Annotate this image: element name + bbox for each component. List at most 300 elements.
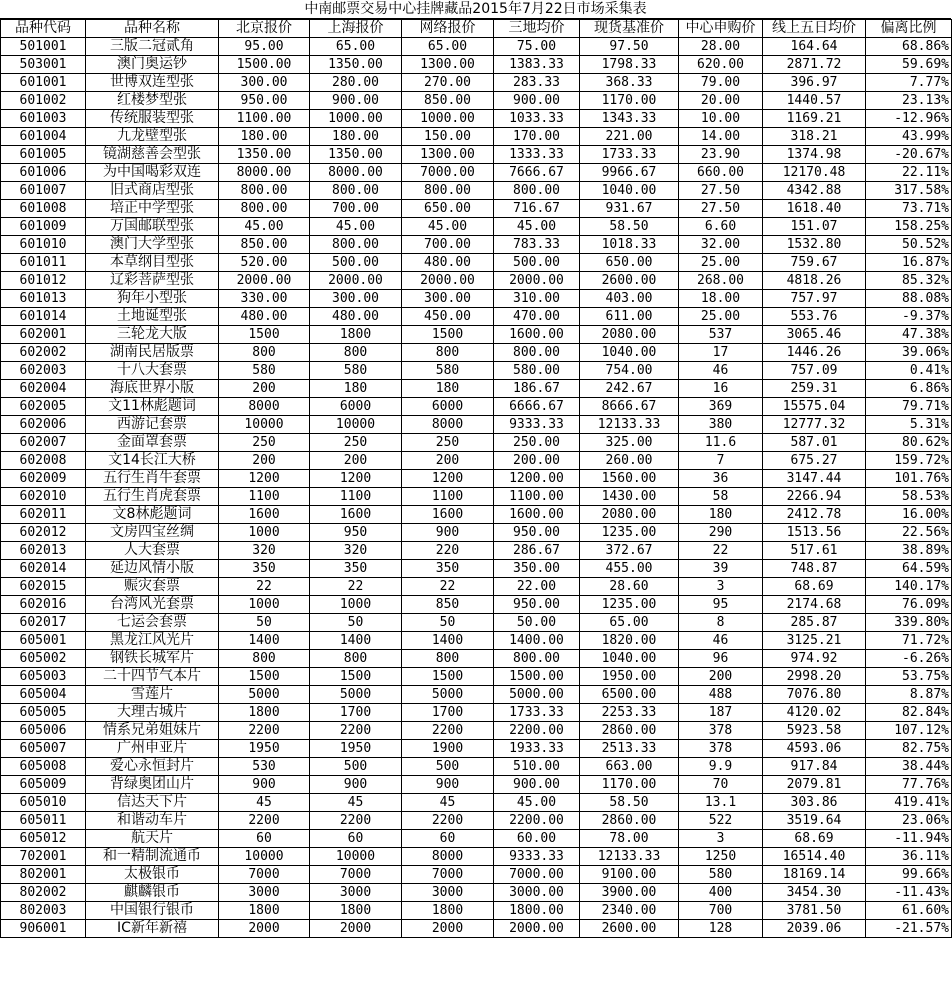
cell-three-avg: 2000.00: [494, 920, 580, 938]
cell-code: 602011: [1, 506, 86, 524]
cell-deviation: 71.72%: [866, 632, 952, 650]
cell-center-price: 25.00: [679, 308, 763, 326]
cell-name: 钢铁长城军片: [86, 650, 219, 668]
table-row: [1, 758, 952, 776]
table-row: [1, 326, 952, 344]
cell-5day-avg: 1374.98: [763, 146, 866, 164]
cell-shanghai: 350: [310, 560, 402, 578]
cell-online: 8000: [402, 416, 494, 434]
cell-deviation: 58.53%: [866, 488, 952, 506]
cell-beijing: 1800: [219, 704, 310, 722]
cell-5day-avg: 2174.68: [763, 596, 866, 614]
cell-center-price: 200: [679, 668, 763, 686]
cell-spot-base: 97.50: [580, 38, 679, 56]
cell-online: 200: [402, 452, 494, 470]
cell-three-avg: 510.00: [494, 758, 580, 776]
cell-online: 800: [402, 650, 494, 668]
cell-code: 602013: [1, 542, 86, 560]
cell-code: 501001: [1, 38, 86, 56]
cell-center-price: 39: [679, 560, 763, 578]
cell-center-price: 7: [679, 452, 763, 470]
cell-name: 太极银币: [86, 866, 219, 884]
col-header-beijing: 北京报价: [219, 20, 310, 38]
cell-center-price: 58: [679, 488, 763, 506]
cell-deviation: 16.00%: [866, 506, 952, 524]
cell-three-avg: 1333.33: [494, 146, 580, 164]
cell-5day-avg: 1532.80: [763, 236, 866, 254]
cell-three-avg: 5000.00: [494, 686, 580, 704]
table-row: [1, 74, 952, 92]
table-row: [1, 902, 952, 920]
cell-5day-avg: 675.27: [763, 452, 866, 470]
cell-center-price: 3: [679, 578, 763, 596]
cell-three-avg: 6666.67: [494, 398, 580, 416]
cell-three-avg: 900.00: [494, 776, 580, 794]
cell-code: 602006: [1, 416, 86, 434]
cell-spot-base: 9100.00: [580, 866, 679, 884]
table-row: [1, 452, 952, 470]
cell-beijing: 320: [219, 542, 310, 560]
cell-shanghai: 1000.00: [310, 110, 402, 128]
cell-code: 602017: [1, 614, 86, 632]
cell-5day-avg: 2412.78: [763, 506, 866, 524]
cell-deviation: 22.56%: [866, 524, 952, 542]
cell-name: 澳门奥运钞: [86, 56, 219, 74]
cell-spot-base: 611.00: [580, 308, 679, 326]
cell-code: 601001: [1, 74, 86, 92]
cell-code: 601004: [1, 128, 86, 146]
cell-beijing: 800: [219, 650, 310, 668]
cell-spot-base: 663.00: [580, 758, 679, 776]
table-row: [1, 146, 952, 164]
cell-three-avg: 50.00: [494, 614, 580, 632]
cell-online: 7000.00: [402, 164, 494, 182]
table-row: [1, 848, 952, 866]
table-row: [1, 38, 952, 56]
cell-code: 602014: [1, 560, 86, 578]
cell-beijing: 850.00: [219, 236, 310, 254]
cell-center-price: 522: [679, 812, 763, 830]
cell-beijing: 1000: [219, 524, 310, 542]
cell-code: 802002: [1, 884, 86, 902]
cell-center-price: 27.50: [679, 200, 763, 218]
cell-center-price: 488: [679, 686, 763, 704]
cell-spot-base: 260.00: [580, 452, 679, 470]
cell-spot-base: 2600.00: [580, 920, 679, 938]
cell-name: 二十四节气本片: [86, 668, 219, 686]
cell-code: 601014: [1, 308, 86, 326]
cell-5day-avg: 517.61: [763, 542, 866, 560]
cell-shanghai: 1800: [310, 326, 402, 344]
cell-three-avg: 1033.33: [494, 110, 580, 128]
cell-online: 900: [402, 776, 494, 794]
cell-5day-avg: 285.87: [763, 614, 866, 632]
cell-beijing: 95.00: [219, 38, 310, 56]
cell-deviation: -9.37%: [866, 308, 952, 326]
cell-center-price: 36: [679, 470, 763, 488]
cell-spot-base: 242.67: [580, 380, 679, 398]
cell-online: 1700: [402, 704, 494, 722]
cell-code: 602001: [1, 326, 86, 344]
table-row: [1, 290, 952, 308]
cell-deviation: 339.80%: [866, 614, 952, 632]
cell-5day-avg: 917.84: [763, 758, 866, 776]
cell-beijing: 2200: [219, 722, 310, 740]
cell-deviation: -11.94%: [866, 830, 952, 848]
table-row: [1, 812, 952, 830]
cell-shanghai: 1600: [310, 506, 402, 524]
cell-center-price: 187: [679, 704, 763, 722]
cell-deviation: 101.76%: [866, 470, 952, 488]
cell-center-price: 400: [679, 884, 763, 902]
cell-code: 601012: [1, 272, 86, 290]
cell-5day-avg: 68.69: [763, 830, 866, 848]
cell-beijing: 1000: [219, 596, 310, 614]
cell-center-price: 369: [679, 398, 763, 416]
cell-spot-base: 1950.00: [580, 668, 679, 686]
cell-beijing: 1200: [219, 470, 310, 488]
cell-online: 60: [402, 830, 494, 848]
cell-name: 培正中学型张: [86, 200, 219, 218]
cell-online: 800.00: [402, 182, 494, 200]
cell-name: 金面罩套票: [86, 434, 219, 452]
cell-online: 3000: [402, 884, 494, 902]
cell-5day-avg: 18169.14: [763, 866, 866, 884]
cell-shanghai: 1950: [310, 740, 402, 758]
cell-name: 澳门大学型张: [86, 236, 219, 254]
cell-deviation: -6.26%: [866, 650, 952, 668]
header-row: [1, 20, 952, 38]
cell-5day-avg: 396.97: [763, 74, 866, 92]
cell-5day-avg: 3125.21: [763, 632, 866, 650]
cell-deviation: 68.86%: [866, 38, 952, 56]
cell-spot-base: 2860.00: [580, 812, 679, 830]
cell-5day-avg: 2266.94: [763, 488, 866, 506]
cell-center-price: 46: [679, 362, 763, 380]
cell-shanghai: 900.00: [310, 92, 402, 110]
cell-shanghai: 800.00: [310, 236, 402, 254]
cell-code: 601010: [1, 236, 86, 254]
cell-online: 1300.00: [402, 56, 494, 74]
cell-center-price: 13.1: [679, 794, 763, 812]
cell-three-avg: 1200.00: [494, 470, 580, 488]
cell-5day-avg: 2039.06: [763, 920, 866, 938]
cell-shanghai: 2200: [310, 812, 402, 830]
cell-code: 602008: [1, 452, 86, 470]
cell-three-avg: 800.00: [494, 182, 580, 200]
cell-5day-avg: 4342.88: [763, 182, 866, 200]
col-header-spot-base: 现货基准价: [580, 20, 679, 38]
cell-spot-base: 403.00: [580, 290, 679, 308]
cell-code: 605006: [1, 722, 86, 740]
cell-5day-avg: 759.67: [763, 254, 866, 272]
cell-5day-avg: 1169.21: [763, 110, 866, 128]
cell-beijing: 1800: [219, 902, 310, 920]
cell-5day-avg: 2079.81: [763, 776, 866, 794]
cell-spot-base: 58.50: [580, 794, 679, 812]
cell-spot-base: 368.33: [580, 74, 679, 92]
cell-spot-base: 78.00: [580, 830, 679, 848]
cell-spot-base: 2600.00: [580, 272, 679, 290]
cell-center-price: 580: [679, 866, 763, 884]
cell-5day-avg: 1513.56: [763, 524, 866, 542]
cell-code: 906001: [1, 920, 86, 938]
cell-deviation: 99.66%: [866, 866, 952, 884]
cell-center-price: 268.00: [679, 272, 763, 290]
cell-spot-base: 58.50: [580, 218, 679, 236]
cell-name: 海底世界小版: [86, 380, 219, 398]
cell-shanghai: 1000: [310, 596, 402, 614]
cell-deviation: 82.75%: [866, 740, 952, 758]
cell-deviation: -20.67%: [866, 146, 952, 164]
cell-shanghai: 1800: [310, 902, 402, 920]
cell-online: 65.00: [402, 38, 494, 56]
cell-spot-base: 754.00: [580, 362, 679, 380]
cell-three-avg: 800.00: [494, 344, 580, 362]
cell-spot-base: 2080.00: [580, 326, 679, 344]
cell-deviation: 158.25%: [866, 218, 952, 236]
cell-beijing: 250: [219, 434, 310, 452]
cell-beijing: 800: [219, 344, 310, 362]
col-header-name: 品种名称: [86, 20, 219, 38]
cell-code: 601005: [1, 146, 86, 164]
cell-5day-avg: 974.92: [763, 650, 866, 668]
cell-deviation: 79.71%: [866, 398, 952, 416]
cell-spot-base: 12133.33: [580, 848, 679, 866]
cell-online: 500: [402, 758, 494, 776]
cell-online: 2200: [402, 722, 494, 740]
cell-spot-base: 2340.00: [580, 902, 679, 920]
cell-deviation: 77.76%: [866, 776, 952, 794]
col-header-center-price: 中心申购价: [679, 20, 763, 38]
cell-deviation: 23.13%: [866, 92, 952, 110]
cell-code: 605003: [1, 668, 86, 686]
price-table: [0, 19, 952, 938]
cell-5day-avg: 303.86: [763, 794, 866, 812]
cell-beijing: 60: [219, 830, 310, 848]
cell-5day-avg: 3147.44: [763, 470, 866, 488]
cell-deviation: 36.11%: [866, 848, 952, 866]
cell-three-avg: 200.00: [494, 452, 580, 470]
cell-5day-avg: 4120.02: [763, 704, 866, 722]
cell-code: 601007: [1, 182, 86, 200]
table-row: [1, 506, 952, 524]
cell-beijing: 180.00: [219, 128, 310, 146]
cell-code: 605005: [1, 704, 86, 722]
cell-beijing: 5000: [219, 686, 310, 704]
table-row: [1, 434, 952, 452]
cell-shanghai: 1200: [310, 470, 402, 488]
cell-5day-avg: 15575.04: [763, 398, 866, 416]
cell-name: 七运会套票: [86, 614, 219, 632]
cell-spot-base: 1235.00: [580, 596, 679, 614]
cell-beijing: 7000: [219, 866, 310, 884]
cell-5day-avg: 318.21: [763, 128, 866, 146]
cell-three-avg: 170.00: [494, 128, 580, 146]
cell-beijing: 3000: [219, 884, 310, 902]
cell-name: IC新年新禧: [86, 920, 219, 938]
cell-deviation: 39.06%: [866, 344, 952, 362]
cell-deviation: 61.60%: [866, 902, 952, 920]
cell-name: 人大套票: [86, 542, 219, 560]
cell-spot-base: 931.67: [580, 200, 679, 218]
cell-center-price: 660.00: [679, 164, 763, 182]
cell-deviation: 159.72%: [866, 452, 952, 470]
cell-shanghai: 3000: [310, 884, 402, 902]
cell-three-avg: 1800.00: [494, 902, 580, 920]
cell-deviation: 47.38%: [866, 326, 952, 344]
cell-5day-avg: 16514.40: [763, 848, 866, 866]
col-header-code: 品种代码: [1, 20, 86, 38]
cell-5day-avg: 748.87: [763, 560, 866, 578]
cell-center-price: 1250: [679, 848, 763, 866]
cell-shanghai: 7000: [310, 866, 402, 884]
cell-online: 1800: [402, 902, 494, 920]
cell-code: 602009: [1, 470, 86, 488]
cell-online: 1600: [402, 506, 494, 524]
cell-online: 650.00: [402, 200, 494, 218]
cell-spot-base: 372.67: [580, 542, 679, 560]
cell-three-avg: 250.00: [494, 434, 580, 452]
cell-three-avg: 60.00: [494, 830, 580, 848]
cell-center-price: 17: [679, 344, 763, 362]
cell-shanghai: 800.00: [310, 182, 402, 200]
cell-code: 605012: [1, 830, 86, 848]
cell-code: 802003: [1, 902, 86, 920]
cell-name: 传统服装型张: [86, 110, 219, 128]
table-row: [1, 488, 952, 506]
cell-center-price: 11.6: [679, 434, 763, 452]
cell-code: 601009: [1, 218, 86, 236]
cell-name: 红楼梦型张: [86, 92, 219, 110]
cell-code: 802001: [1, 866, 86, 884]
cell-shanghai: 50: [310, 614, 402, 632]
cell-shanghai: 1350.00: [310, 56, 402, 74]
cell-code: 601003: [1, 110, 86, 128]
cell-code: 602010: [1, 488, 86, 506]
cell-code: 605007: [1, 740, 86, 758]
cell-three-avg: 1400.00: [494, 632, 580, 650]
table-row: [1, 704, 952, 722]
cell-shanghai: 2000: [310, 920, 402, 938]
cell-shanghai: 8000.00: [310, 164, 402, 182]
cell-center-price: 9.9: [679, 758, 763, 776]
cell-online: 1500: [402, 668, 494, 686]
cell-5day-avg: 68.69: [763, 578, 866, 596]
table-row: [1, 794, 952, 812]
cell-name: 旧式商店型张: [86, 182, 219, 200]
cell-shanghai: 1700: [310, 704, 402, 722]
cell-online: 5000: [402, 686, 494, 704]
table-row: [1, 686, 952, 704]
cell-beijing: 45.00: [219, 218, 310, 236]
cell-three-avg: 9333.33: [494, 416, 580, 434]
cell-name: 万国邮联型张: [86, 218, 219, 236]
cell-beijing: 45: [219, 794, 310, 812]
cell-online: 45.00: [402, 218, 494, 236]
table-row: [1, 650, 952, 668]
cell-beijing: 8000.00: [219, 164, 310, 182]
cell-spot-base: 325.00: [580, 434, 679, 452]
cell-5day-avg: 4818.26: [763, 272, 866, 290]
cell-spot-base: 8666.67: [580, 398, 679, 416]
cell-shanghai: 250: [310, 434, 402, 452]
cell-beijing: 1500: [219, 326, 310, 344]
cell-online: 7000: [402, 866, 494, 884]
cell-shanghai: 480.00: [310, 308, 402, 326]
cell-online: 850: [402, 596, 494, 614]
cell-center-price: 8: [679, 614, 763, 632]
cell-shanghai: 580: [310, 362, 402, 380]
cell-spot-base: 65.00: [580, 614, 679, 632]
cell-5day-avg: 3454.30: [763, 884, 866, 902]
cell-5day-avg: 4593.06: [763, 740, 866, 758]
table-row: [1, 272, 952, 290]
col-header-deviation: 偏离比例: [866, 20, 952, 38]
cell-spot-base: 1170.00: [580, 776, 679, 794]
cell-three-avg: 1100.00: [494, 488, 580, 506]
cell-shanghai: 60: [310, 830, 402, 848]
cell-shanghai: 1400: [310, 632, 402, 650]
cell-spot-base: 9966.67: [580, 164, 679, 182]
cell-name: 爱心永恒封片: [86, 758, 219, 776]
cell-code: 702001: [1, 848, 86, 866]
cell-online: 150.00: [402, 128, 494, 146]
cell-code: 605009: [1, 776, 86, 794]
cell-center-price: 20.00: [679, 92, 763, 110]
cell-shanghai: 6000: [310, 398, 402, 416]
cell-beijing: 480.00: [219, 308, 310, 326]
cell-shanghai: 800: [310, 344, 402, 362]
cell-three-avg: 800.00: [494, 650, 580, 668]
cell-5day-avg: 1618.40: [763, 200, 866, 218]
cell-three-avg: 7000.00: [494, 866, 580, 884]
cell-beijing: 800.00: [219, 182, 310, 200]
cell-deviation: 0.41%: [866, 362, 952, 380]
cell-name: 辽彩菩萨型张: [86, 272, 219, 290]
cell-three-avg: 1383.33: [494, 56, 580, 74]
cell-online: 1100: [402, 488, 494, 506]
cell-shanghai: 700.00: [310, 200, 402, 218]
cell-deviation: 80.62%: [866, 434, 952, 452]
cell-spot-base: 221.00: [580, 128, 679, 146]
cell-three-avg: 2200.00: [494, 812, 580, 830]
cell-beijing: 1600: [219, 506, 310, 524]
cell-center-price: 378: [679, 722, 763, 740]
cell-online: 2200: [402, 812, 494, 830]
cell-5day-avg: 12777.32: [763, 416, 866, 434]
cell-online: 800: [402, 344, 494, 362]
cell-spot-base: 455.00: [580, 560, 679, 578]
cell-center-price: 620.00: [679, 56, 763, 74]
cell-deviation: 76.09%: [866, 596, 952, 614]
table-row: [1, 110, 952, 128]
table-row: [1, 578, 952, 596]
cell-online: 1900: [402, 740, 494, 758]
cell-center-price: 128: [679, 920, 763, 938]
table-row: [1, 776, 952, 794]
cell-online: 850.00: [402, 92, 494, 110]
cell-spot-base: 1235.00: [580, 524, 679, 542]
cell-center-price: 32.00: [679, 236, 763, 254]
cell-online: 900: [402, 524, 494, 542]
col-header-three-avg: 三地均价: [494, 20, 580, 38]
cell-three-avg: 45.00: [494, 794, 580, 812]
cell-code: 602004: [1, 380, 86, 398]
cell-deviation: 23.06%: [866, 812, 952, 830]
cell-center-price: 25.00: [679, 254, 763, 272]
cell-beijing: 520.00: [219, 254, 310, 272]
